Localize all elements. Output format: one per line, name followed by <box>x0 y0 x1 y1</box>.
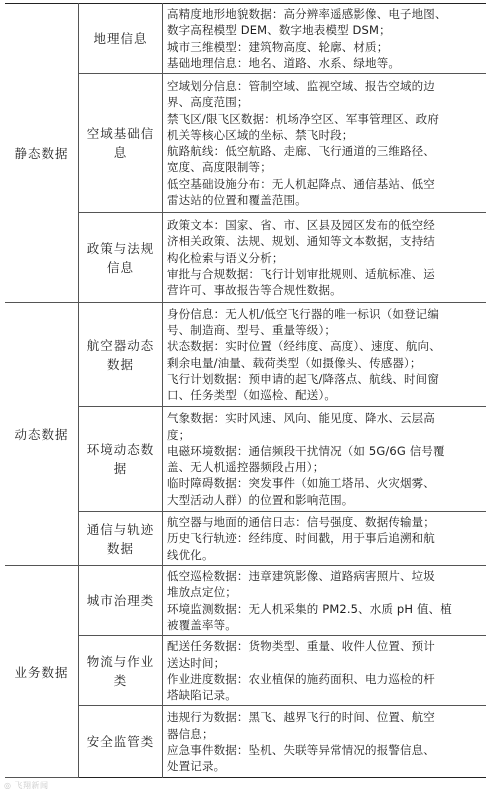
content-line: 历史飞行轨迹：经纬度、时间戳，用于事后追溯和航 <box>167 531 435 546</box>
content-cell <box>163 4 487 74</box>
content-line: 飞行计划数据：预申请的起飞/降落点、航线、时间窗 <box>167 371 439 386</box>
content-line: 度； <box>167 427 191 442</box>
data-classification-table <box>5 3 486 778</box>
content-line: 违规行为数据：黑飞、越界飞行的时间、位置、航空 <box>167 710 435 725</box>
content-line: 空域划分信息：管制空域、监视空域、报告空域的边 <box>167 79 435 93</box>
content-line: 配送任务数据：货物类型、重量、收件人位置、预计 <box>167 639 435 654</box>
subcategory-cell: 空域基础信息 <box>79 74 163 213</box>
content-line: 号、制造商、型号、重量等级）； <box>167 323 336 338</box>
content-line: 环境监测数据：无人机采集的 PM2.5、水质 pH 值、植 <box>167 601 452 616</box>
content-line: 航空器与地面的通信日志：信号强度、数据传输量； <box>167 515 435 530</box>
table-row <box>5 4 486 74</box>
content-line: 构化检索与语义分析； <box>167 250 284 265</box>
content-line: 审批与合规数据：飞行计划审批规则、适航标准、运 <box>167 266 435 281</box>
content-line: 送达时间； <box>167 655 226 670</box>
content-line: 状态数据：实时位置（经纬度、高度）、速度、航向、 <box>167 339 441 354</box>
category-cell: 业务数据 <box>5 566 79 778</box>
content-line: 线优化。 <box>167 547 214 562</box>
content-line: 基础地理信息：地名、道路、水系、绿地等。 <box>167 55 400 70</box>
subcategory-cell: 环境动态数据 <box>79 407 163 512</box>
category-cell: 静态数据 <box>5 4 79 303</box>
content-line: 低空巡检数据：违章建筑影像、道路病害照片、垃圾 <box>167 569 435 584</box>
content-line: 城市三维模型：建筑物高度、轮廓、材质； <box>167 39 389 54</box>
content-line: 济相关政策、法规、规划、通知等文本数据，支持结 <box>167 234 435 249</box>
content-cell <box>163 636 487 706</box>
content-cell <box>163 213 487 303</box>
content-line: 处置记录。 <box>167 759 226 774</box>
content-line: 机关等核心区域的坐标、禁飞时段； <box>167 127 354 142</box>
content-line: 临时障碍数据：突发事件（如施工塔吊、火灾烟雾、 <box>167 476 435 491</box>
content-line: 低空基础设施分布：无人机起降点、通信基站、低空 <box>167 176 435 191</box>
subcategory-cell: 安全监管类 <box>79 706 163 778</box>
content-line: 禁飞区/限飞区数据：机场净空区、军事管理区、政府 <box>167 111 439 126</box>
content-cell <box>163 566 487 636</box>
content-line: 高精度地形地貌数据：高分辨率遥感影像、电子地图、 <box>167 7 447 21</box>
content-cell <box>163 407 487 512</box>
content-line: 盖、无人机遥控器频段占用）； <box>167 460 325 475</box>
content-line: 电磁环境数据：通信频段干扰情况（如 5G/6G 信号覆 <box>167 443 445 458</box>
content-line: 政策文本：国家、省、市、区县及园区发布的低空经 <box>167 217 435 232</box>
subcategory-cell: 航空器动态数据 <box>79 303 163 407</box>
content-line: 数字高程模型 DEM、数字地表模型 DSM； <box>167 23 391 38</box>
table-body <box>5 4 486 778</box>
content-line: 气象数据：实时风速、风向、能见度、降水、云层高 <box>167 411 435 426</box>
content-line: 被覆盖率等。 <box>167 617 237 632</box>
content-line: 大型活动人群）的位置和影响范围。 <box>167 492 354 507</box>
content-cell <box>163 512 487 566</box>
content-line: 堆放点定位； <box>167 585 237 600</box>
subcategory-cell: 政策与法规信息 <box>79 213 163 303</box>
subcategory-cell: 城市治理类 <box>79 566 163 636</box>
table-row <box>5 566 486 636</box>
content-line: 口、任务类型（如巡检、配送）。 <box>167 388 336 403</box>
content-cell <box>163 706 487 778</box>
table-row <box>5 303 486 407</box>
content-line: 剩余电量/油量、载荷类型（如摄像头、传感器）； <box>167 355 422 370</box>
content-line: 界、高度范围； <box>167 95 249 110</box>
content-line: 宽度、高度限制等； <box>167 160 272 175</box>
content-line: 器信息； <box>167 726 214 741</box>
content-cell <box>163 303 487 407</box>
content-line: 塔缺陷记录。 <box>167 688 237 703</box>
content-line: 作业进度数据：农业植保的施药面积、电力巡检的杆 <box>167 671 435 686</box>
content-line: 雷达站的位置和覆盖范围。 <box>167 193 307 208</box>
content-line: 航路航线：低空航路、走廊、飞行通道的三维路径、 <box>167 144 435 159</box>
watermark: ◎ 飞翔新闻 <box>4 781 49 790</box>
content-line: 身份信息：无人机/低空飞行器的唯一标识（如登记编 <box>167 306 439 321</box>
subcategory-cell: 通信与轨迹数据 <box>79 512 163 566</box>
content-cell <box>163 74 487 213</box>
content-line: 应急事件数据：坠机、失联等异常情况的报警信息、 <box>167 742 435 757</box>
subcategory-cell: 地理信息 <box>79 4 163 74</box>
category-cell: 动态数据 <box>5 303 79 566</box>
subcategory-cell: 物流与作业类 <box>79 636 163 706</box>
content-line: 营许可、事故报告等合规性数据。 <box>167 283 342 298</box>
